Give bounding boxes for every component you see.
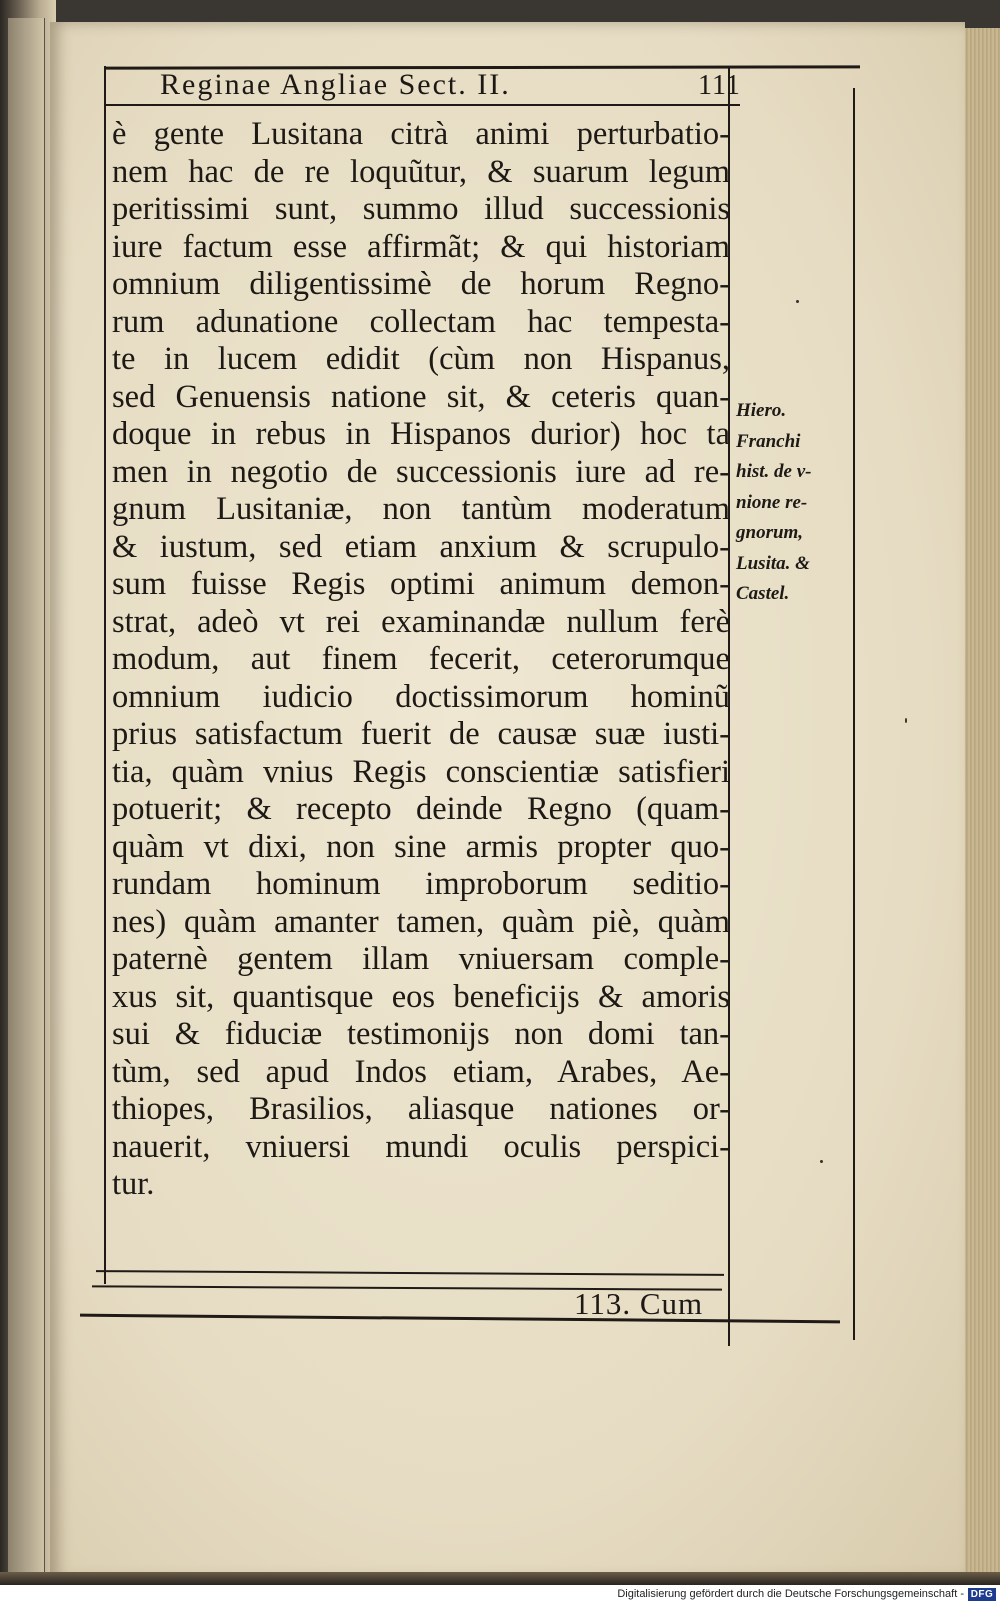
- paper-speck: [796, 300, 799, 303]
- text-line: strat, adeò vt rei examinandæ nullum ferè: [112, 603, 730, 640]
- text-line: peritissimi sunt, summo illud successionis: [112, 191, 730, 227]
- text-line: men in negotio de successionis iure ad re-: [112, 453, 730, 490]
- text-line: sui & fiduciæ testimonijs non domi tan-: [112, 1016, 730, 1052]
- scan-bottom-edge: [0, 1572, 1000, 1585]
- header-underline-rule: [104, 104, 740, 106]
- text-line: omnium diligentissimè de horum Regno-: [112, 266, 730, 302]
- page-number: 111: [698, 70, 741, 101]
- digitization-footer: [0, 1585, 1000, 1605]
- marginal-note-line: Lusita. &: [736, 552, 810, 574]
- catchword: 113. Cum: [574, 1286, 704, 1321]
- text-line: tia, quàm vnius Regis conscientiæ satisfieri: [112, 753, 730, 790]
- running-head: Reginae Angliae Sect. II.: [160, 68, 511, 101]
- body-text: [112, 116, 730, 1204]
- margin-frame-right-rule: [853, 88, 855, 1340]
- marginal-note: [736, 396, 846, 610]
- paper-speck: [905, 718, 907, 723]
- text-line: sum fuisse Regis optimi animum demon-: [112, 566, 730, 602]
- marginal-note-line: gnorum,: [736, 522, 804, 543]
- text-frame-left-rule: [104, 66, 106, 1284]
- funding-credit: Digitalisierung gefördert durch die Deutsche Forschungsgemeinschaft -: [617, 1588, 964, 1600]
- text-line: & iustum, sed etiam anxium & scrupulo-: [112, 528, 730, 565]
- text-line: tur.: [112, 1166, 155, 1202]
- marginal-note-line: hist. de v-: [736, 461, 812, 482]
- text-line: rum adunatione collectam hac tempesta-: [112, 303, 730, 340]
- text-line: modum, aut finem fecerit, ceterorumque: [112, 641, 730, 677]
- text-line: xus sit, quantisque eos beneficijs & amoris: [112, 978, 730, 1015]
- text-line: sed Genuensis natione sit, & ceteris quan-: [112, 378, 730, 415]
- dfg-logo: DFG: [968, 1588, 996, 1601]
- marginal-note-line: nione re-: [736, 491, 808, 513]
- marginal-note-line: Franchi: [736, 430, 801, 452]
- text-line: iure factum esse affirmãt; & qui historiam: [112, 228, 730, 265]
- book-binding: [0, 0, 56, 1585]
- text-line: omnium iudicio doctissimorum hominũ: [112, 678, 730, 715]
- text-line: thiopes, Brasilios, aliasque nationes or-: [112, 1091, 730, 1127]
- text-line: nem hac de re loquũtur, & suarum legum: [112, 153, 730, 190]
- previous-page-edge: [8, 18, 45, 1578]
- text-line: nauerit, vniuersi mundi oculis perspici-: [112, 1128, 730, 1165]
- text-line: potuerit; & recepto deinde Regno (quam-: [112, 791, 730, 827]
- text-line: rundam hominum improborum seditio-: [112, 866, 730, 902]
- text-line: prius satisfactum fuerit de causæ suæ iusti-: [112, 716, 730, 752]
- paper-speck: [820, 1160, 823, 1163]
- text-line: gnum Lusitaniæ, non tantùm moderatum: [112, 491, 730, 527]
- text-line: quàm vt dixi, non sine armis propter quo-: [112, 828, 730, 865]
- marginal-note-line: Castel.: [736, 583, 790, 604]
- text-line: paternè gentem illam vniuersam comple-: [112, 941, 730, 977]
- text-line: è gente Lusitana citrà animi perturbatio-: [112, 116, 730, 152]
- text-line: nes) quàm amanter tamen, quàm piè, quàm: [112, 903, 730, 940]
- text-line: doque in rebus in Hispanos durior) hoc ta: [112, 416, 730, 452]
- text-line: tùm, sed apud Indos etiam, Arabes, Ae-: [112, 1053, 730, 1090]
- marginal-note-line: Hiero.: [736, 400, 787, 421]
- text-line: te in lucem edidit (cùm non Hispanus,: [112, 341, 730, 377]
